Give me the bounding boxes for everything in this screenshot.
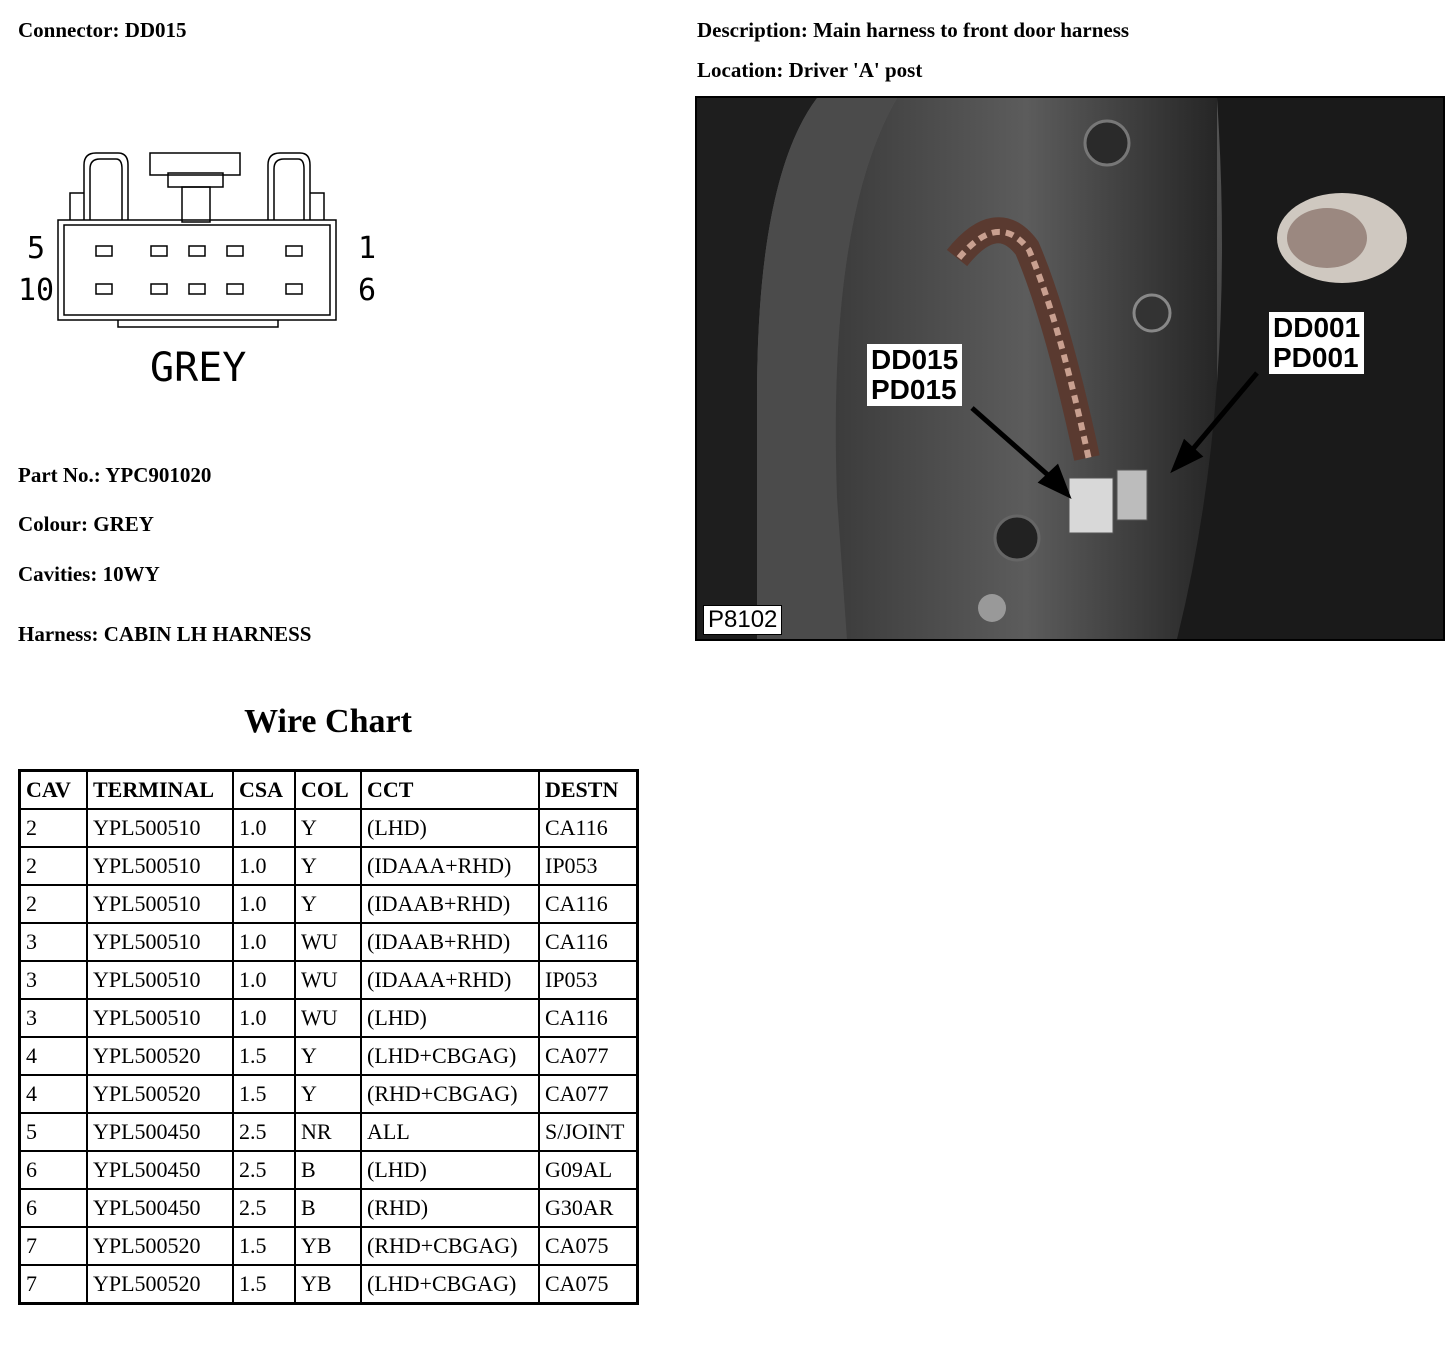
pin-label-10: 10 bbox=[18, 273, 55, 308]
cell-csa: 1.5 bbox=[233, 1037, 295, 1075]
cell-csa: 1.0 bbox=[233, 923, 295, 961]
cell-col: WU bbox=[295, 961, 361, 999]
cell-col: NR bbox=[295, 1113, 361, 1151]
cell-cct: (RHD+CBGAG) bbox=[361, 1075, 539, 1113]
cell-col: WU bbox=[295, 923, 361, 961]
cell-destn: CA116 bbox=[539, 885, 638, 923]
table-row bbox=[20, 1075, 638, 1113]
cell-destn: CA116 bbox=[539, 999, 638, 1037]
cell-destn: CA116 bbox=[539, 923, 638, 961]
location-photo bbox=[695, 96, 1445, 641]
cell-terminal: YPL500510 bbox=[87, 961, 233, 999]
cell-cct: ALL bbox=[361, 1113, 539, 1151]
header-cct: CCT bbox=[361, 771, 539, 810]
cell-cct: (LHD) bbox=[361, 999, 539, 1037]
location-label: Location: Driver 'A' post bbox=[697, 58, 923, 82]
cell-cav: 2 bbox=[20, 847, 88, 885]
cell-csa: 1.5 bbox=[233, 1227, 295, 1265]
cell-cct: (LHD+CBGAG) bbox=[361, 1037, 539, 1075]
cell-cct: (LHD) bbox=[361, 809, 539, 847]
cell-terminal: YPL500520 bbox=[87, 1075, 233, 1113]
table-row bbox=[20, 1189, 638, 1227]
photo-label-dd015 bbox=[867, 344, 962, 406]
table-row bbox=[20, 809, 638, 847]
connector-label: Connector: DD015 bbox=[18, 18, 187, 42]
header-destn: DESTN bbox=[539, 771, 638, 810]
cell-csa: 1.0 bbox=[233, 885, 295, 923]
cell-cav: 5 bbox=[20, 1113, 88, 1151]
cell-terminal: YPL500450 bbox=[87, 1113, 233, 1151]
table-row bbox=[20, 923, 638, 961]
cell-terminal: YPL500520 bbox=[87, 1037, 233, 1075]
cell-cav: 2 bbox=[20, 885, 88, 923]
colour: Colour: GREY bbox=[18, 512, 154, 536]
cell-terminal: YPL500450 bbox=[87, 1189, 233, 1227]
cell-col: B bbox=[295, 1151, 361, 1189]
cell-cav: 4 bbox=[20, 1037, 88, 1075]
cell-destn: IP053 bbox=[539, 847, 638, 885]
header-terminal: TERMINAL bbox=[87, 771, 233, 810]
cell-cct: (LHD) bbox=[361, 1151, 539, 1189]
wire-chart-title: Wire Chart bbox=[244, 703, 412, 740]
cell-csa: 2.5 bbox=[233, 1151, 295, 1189]
cell-terminal: YPL500510 bbox=[87, 923, 233, 961]
cell-csa: 1.0 bbox=[233, 847, 295, 885]
cell-cav: 3 bbox=[20, 961, 88, 999]
photo-label-dd001 bbox=[1269, 312, 1364, 374]
cell-csa: 2.5 bbox=[233, 1113, 295, 1151]
pin-label-5: 5 bbox=[27, 231, 46, 266]
cell-cct: (IDAAB+RHD) bbox=[361, 885, 539, 923]
photo-reference-id: P8102 bbox=[703, 605, 782, 635]
cell-cav: 6 bbox=[20, 1189, 88, 1227]
wire-chart-header-row bbox=[20, 771, 638, 810]
cell-csa: 1.5 bbox=[233, 1075, 295, 1113]
header-cav: CAV bbox=[20, 771, 88, 810]
cell-terminal: YPL500520 bbox=[87, 1227, 233, 1265]
cell-destn: IP053 bbox=[539, 961, 638, 999]
cell-terminal: YPL500510 bbox=[87, 885, 233, 923]
cell-cav: 2 bbox=[20, 809, 88, 847]
photo-label-dd015-line2: PD015 bbox=[871, 374, 957, 405]
photo-label-dd001-line2: PD001 bbox=[1273, 342, 1359, 373]
cell-col: Y bbox=[295, 1037, 361, 1075]
cavities: Cavities: 10WY bbox=[18, 562, 160, 586]
cell-cav: 3 bbox=[20, 923, 88, 961]
cell-col: Y bbox=[295, 1075, 361, 1113]
table-row bbox=[20, 1227, 638, 1265]
cell-cav: 4 bbox=[20, 1075, 88, 1113]
table-row bbox=[20, 961, 638, 999]
table-row bbox=[20, 847, 638, 885]
cell-terminal: YPL500510 bbox=[87, 809, 233, 847]
cell-cct: (RHD) bbox=[361, 1189, 539, 1227]
cell-col: Y bbox=[295, 809, 361, 847]
connector-colour-text: GREY bbox=[150, 345, 247, 391]
connector-diagram bbox=[18, 145, 388, 395]
cell-cct: (IDAAA+RHD) bbox=[361, 961, 539, 999]
cell-col: YB bbox=[295, 1227, 361, 1265]
pin-label-6: 6 bbox=[358, 273, 377, 308]
cell-cav: 3 bbox=[20, 999, 88, 1037]
cell-destn: G30AR bbox=[539, 1189, 638, 1227]
cell-destn: CA075 bbox=[539, 1227, 638, 1265]
table-row bbox=[20, 1151, 638, 1189]
cell-cct: (IDAAB+RHD) bbox=[361, 923, 539, 961]
cell-destn: CA077 bbox=[539, 1075, 638, 1113]
cell-terminal: YPL500510 bbox=[87, 847, 233, 885]
cell-csa: 1.0 bbox=[233, 961, 295, 999]
cell-terminal: YPL500510 bbox=[87, 999, 233, 1037]
cell-csa: 1.0 bbox=[233, 809, 295, 847]
photo-label-dd015-line1: DD015 bbox=[871, 344, 959, 375]
cell-terminal: YPL500520 bbox=[87, 1265, 233, 1304]
cell-cct: (LHD+CBGAG) bbox=[361, 1265, 539, 1304]
header-csa: CSA bbox=[233, 771, 295, 810]
harness: Harness: CABIN LH HARNESS bbox=[18, 622, 312, 646]
cell-destn: CA116 bbox=[539, 809, 638, 847]
table-row bbox=[20, 1113, 638, 1151]
table-row bbox=[20, 1265, 638, 1304]
cell-csa: 1.0 bbox=[233, 999, 295, 1037]
cell-cav: 7 bbox=[20, 1265, 88, 1304]
cell-cav: 6 bbox=[20, 1151, 88, 1189]
wire-chart-body bbox=[20, 809, 638, 1304]
cell-csa: 1.5 bbox=[233, 1265, 295, 1304]
description-label: Description: Main harness to front door harness bbox=[697, 18, 1130, 42]
table-row bbox=[20, 999, 638, 1037]
table-row bbox=[20, 885, 638, 923]
cell-col: Y bbox=[295, 885, 361, 923]
connector-outline bbox=[18, 145, 388, 335]
cell-col: B bbox=[295, 1189, 361, 1227]
header-col: COL bbox=[295, 771, 361, 810]
pin-label-1: 1 bbox=[358, 231, 377, 266]
cell-cct: (IDAAA+RHD) bbox=[361, 847, 539, 885]
cell-cav: 7 bbox=[20, 1227, 88, 1265]
cell-cct: (RHD+CBGAG) bbox=[361, 1227, 539, 1265]
cell-destn: G09AL bbox=[539, 1151, 638, 1189]
part-number: Part No.: YPC901020 bbox=[18, 463, 212, 487]
table-row bbox=[20, 1037, 638, 1075]
cell-destn: S/JOINT bbox=[539, 1113, 638, 1151]
cell-col: WU bbox=[295, 999, 361, 1037]
cell-destn: CA075 bbox=[539, 1265, 638, 1304]
cell-col: Y bbox=[295, 847, 361, 885]
cell-csa: 2.5 bbox=[233, 1189, 295, 1227]
wire-chart-table bbox=[18, 769, 639, 1305]
cell-terminal: YPL500450 bbox=[87, 1151, 233, 1189]
cell-col: YB bbox=[295, 1265, 361, 1304]
cell-destn: CA077 bbox=[539, 1037, 638, 1075]
photo-label-dd001-line1: DD001 bbox=[1273, 312, 1361, 343]
